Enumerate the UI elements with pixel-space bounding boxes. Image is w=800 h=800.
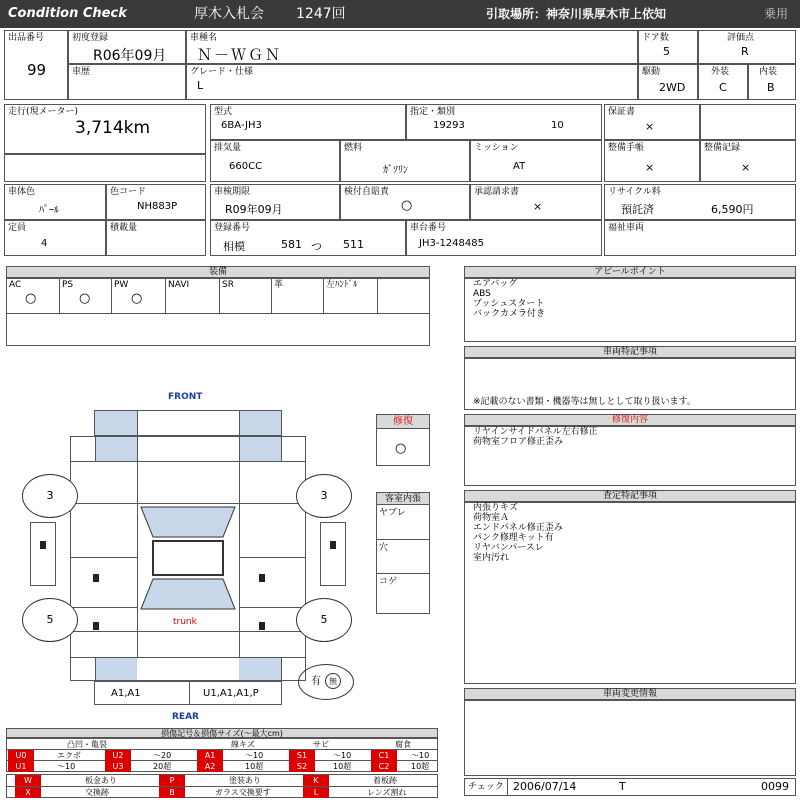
equip-pw-value: ○ <box>131 291 143 306</box>
legend-desc: 10超 <box>245 762 264 771</box>
first-reg-cell <box>68 30 186 64</box>
category-number: 10 <box>551 120 564 131</box>
repair-title: 修復 <box>377 415 429 429</box>
legend-code: A2 <box>197 761 223 772</box>
welfare-label: 福祉車両 <box>608 223 645 233</box>
inspection-note-line: 荷物室Ａ <box>473 513 510 523</box>
designation-value: 19293 <box>433 120 465 131</box>
repair-box <box>376 414 430 466</box>
first-reg-label: 初度登録 <box>72 33 109 43</box>
legend-desc: 交換跡 <box>85 788 109 797</box>
legend-desc: エクボ <box>57 751 81 760</box>
equip-lhd-label: 左ﾊﾝﾄﾞﾙ <box>326 280 358 290</box>
legend-code: U3 <box>105 761 131 772</box>
car-name-value: Ｎ－ＷＧＮ <box>197 46 283 64</box>
appeal-line: バックカメラ付き <box>473 309 546 319</box>
legend-desc: ～10 <box>411 751 430 760</box>
capacity-cell <box>4 220 106 256</box>
legend-code: S1 <box>289 750 315 761</box>
manual-label: 整備手帳 <box>608 143 645 153</box>
load-cell <box>106 220 206 256</box>
model-label: 型式 <box>214 107 233 117</box>
equip-ps-value: ○ <box>79 291 91 306</box>
mileage-cell <box>4 104 206 154</box>
record-label: 整備記録 <box>704 143 741 153</box>
left-mirror-box <box>30 522 56 586</box>
legend-code: S2 <box>289 761 315 772</box>
record-cell <box>700 140 796 182</box>
mileage-label: 走行(現メーター) <box>8 107 79 117</box>
insurance-value: ○ <box>401 198 413 213</box>
mission-cell <box>470 140 602 182</box>
displacement-value: 660CC <box>229 161 263 172</box>
legend-group-scratch: 線キズ <box>231 740 255 749</box>
front-label: FRONT <box>168 392 203 402</box>
right-mirror-box <box>320 522 346 586</box>
recycle-cell <box>604 184 796 220</box>
legend-repair-grid <box>6 774 438 798</box>
car-name-cell <box>186 30 638 64</box>
check-number: 0099 <box>761 780 789 793</box>
spare-label: 有 <box>311 676 321 687</box>
inspection-cell <box>210 184 340 220</box>
color-label: 車体色 <box>8 187 36 197</box>
approval-label: 承認請求書 <box>474 187 520 197</box>
displacement-cell <box>210 140 340 182</box>
doors-value: 5 <box>663 45 670 58</box>
grade-value: L <box>197 79 204 92</box>
model-value: 6BA-JH3 <box>221 120 262 131</box>
damage-mark <box>330 541 336 549</box>
tire-rear-right: 5 <box>296 598 352 642</box>
plate-label: 登録番号 <box>214 223 251 233</box>
car-body <box>70 436 306 681</box>
equip-ac-label: AC <box>9 280 22 290</box>
repair-detail-title: 修復内容 <box>464 414 796 426</box>
cabin-tear: ヤブレ <box>379 508 406 518</box>
drive-value: 2WD <box>659 81 686 94</box>
record-value: × <box>741 161 751 174</box>
trunk-label: trunk <box>173 617 197 627</box>
score-value: R <box>741 45 749 58</box>
legend-desc: 20超 <box>153 762 172 771</box>
cabin-burn: コゲ <box>379 577 398 587</box>
warranty-cell <box>604 104 700 140</box>
grade-label: グレード・仕様 <box>190 67 254 77</box>
legend-code: L <box>303 787 329 798</box>
equipment-grid <box>6 278 430 346</box>
car-name-label: 車種名 <box>190 33 218 43</box>
legend-desc: 板金あり <box>85 776 117 785</box>
check-label: チェック <box>468 782 504 792</box>
rear-bumper <box>94 681 282 705</box>
header-bar <box>0 0 800 28</box>
equip-leather-label: 革 <box>274 280 284 290</box>
legend-desc: ～10 <box>245 751 264 760</box>
plate-cell <box>210 220 406 256</box>
roof-glass <box>137 503 239 631</box>
legend-group-corrosion: 腐食 <box>395 740 411 749</box>
designation-label: 指定・類別 <box>410 107 456 117</box>
legend-code: A1 <box>197 750 223 761</box>
plate-area: 相模 <box>223 240 245 253</box>
damage-mark <box>40 541 46 549</box>
exterior-cell <box>698 64 748 100</box>
special-panel <box>464 358 796 410</box>
doors-label: ドア数 <box>642 33 669 43</box>
cabin-box <box>376 492 430 614</box>
appeal-title: アピールポイント <box>464 266 796 278</box>
check-row <box>464 778 796 796</box>
inspection-note-line: 室内汚れ <box>473 553 510 563</box>
repair-detail-line: リヤインサイドパネル左右修正 <box>473 427 598 437</box>
first-reg-value: R06年09月 <box>93 48 167 64</box>
inspection-note-line: エンドパネル修正歪み <box>473 523 563 533</box>
special-note: ※記載のない書類・機器等は無しとして取り扱います。 <box>473 397 696 407</box>
inspection-value: R09年09月 <box>225 203 283 216</box>
color-code-label: 色コード <box>110 187 147 197</box>
interior-label: 内装 <box>759 67 778 77</box>
tire-rear-left: 5 <box>22 598 78 642</box>
legend-code: B <box>159 787 185 798</box>
repair-detail-line: 荷物室フロア修正歪み <box>473 437 564 447</box>
insurance-label: 検付自賠責 <box>344 187 390 197</box>
appeal-line: プッシュスタート <box>473 299 545 309</box>
legend-desc: ～20 <box>153 751 172 760</box>
damage-mark <box>259 622 265 630</box>
inspection-note-line: リヤバンパースレ <box>473 543 544 553</box>
approval-value: × <box>533 200 543 213</box>
interior-value: B <box>767 81 775 94</box>
front-bumper <box>94 410 282 436</box>
appeal-panel <box>464 278 796 342</box>
history-label: 車歴 <box>72 67 91 77</box>
score-cell <box>698 30 796 64</box>
manual-cell <box>604 140 700 182</box>
legend-desc: 塗装あり <box>229 776 261 785</box>
spare-none-mark: 無 <box>325 673 341 689</box>
welfare-cell <box>604 220 796 256</box>
equip-ac-value: ○ <box>25 291 37 306</box>
legend-group-rust: サビ <box>313 740 329 749</box>
legend-code: U2 <box>105 750 131 761</box>
color-cell <box>4 184 106 220</box>
inspection-label: 車検期限 <box>214 187 251 197</box>
cabin-hole: 穴 <box>379 543 389 553</box>
repair-value: ○ <box>395 441 407 456</box>
fuel-cell <box>340 140 470 182</box>
legend-desc: ～10 <box>333 751 352 760</box>
inspection-notes-panel <box>464 502 796 684</box>
rear-left-code: A1,A1 <box>111 688 141 699</box>
mileage-value: 3,714km <box>75 118 151 138</box>
legend-desc: レンズ割れ <box>367 788 407 797</box>
color-code-cell <box>106 184 206 220</box>
equipment-title: 装備 <box>6 266 430 278</box>
chassis-cell <box>406 220 602 256</box>
legend-code: C2 <box>371 761 397 772</box>
legend-code: U1 <box>8 761 34 772</box>
check-date: 2006/07/14 <box>513 780 577 793</box>
equip-ps-label: PS <box>62 280 74 290</box>
color-value: ﾊﾟｰﾙ <box>39 205 59 216</box>
mission-label: ミッション <box>474 143 519 153</box>
approval-cell <box>470 184 602 220</box>
warranty-label: 保証書 <box>608 107 636 117</box>
legend-desc: ガラス交換要す <box>215 788 271 797</box>
legend-damage-grid <box>6 738 438 772</box>
insurance-cell <box>340 184 470 220</box>
displacement-label: 排気量 <box>214 143 242 153</box>
equip-pw-label: PW <box>114 280 129 290</box>
auction-number: 1247回 <box>296 6 346 22</box>
plate-kana: つ <box>311 240 322 253</box>
legend-group-dent: 凸凹・亀裂 <box>67 740 107 749</box>
legend-code: K <box>303 775 329 786</box>
damage-mark <box>259 574 265 582</box>
score-label: 評価点 <box>727 33 755 43</box>
legend-code: P <box>159 775 185 786</box>
brand-title: Condition Check <box>8 6 127 21</box>
fuel-label: 燃料 <box>344 143 363 153</box>
damage-mark <box>93 622 99 630</box>
tire-front-left: 3 <box>22 474 78 518</box>
inspection-note-line: パンク修理キット有 <box>473 533 554 543</box>
chassis-value: JH3-1248485 <box>419 238 484 249</box>
auction-name: 厚木入札会 <box>194 6 264 22</box>
doors-cell <box>638 30 698 64</box>
change-info-panel <box>464 700 796 776</box>
drive-label: 駆動 <box>642 67 661 77</box>
fuel-value: ｶﾞｿﾘﾝ <box>383 165 408 176</box>
damage-mark <box>93 574 99 582</box>
capacity-value: 4 <box>41 238 48 249</box>
manual-value: × <box>645 161 655 174</box>
appeal-line: エアバッグ <box>473 279 518 289</box>
capacity-label: 定員 <box>8 223 27 233</box>
plate-class: 581 <box>281 238 302 251</box>
equip-navi-label: NAVI <box>168 280 190 290</box>
inspection-note-line: 内張りキズ <box>473 503 518 513</box>
lot-label: 出品番号 <box>8 33 45 43</box>
cabin-title: 客室内張 <box>377 493 429 505</box>
history-cell <box>68 64 186 100</box>
plate-number: 511 <box>343 238 364 251</box>
vehicle-category: 乗用 <box>764 7 789 21</box>
repair-detail-panel <box>464 426 796 486</box>
legend-desc: 着板跡 <box>373 776 397 785</box>
legend-desc: 10超 <box>411 762 430 771</box>
check-mark: T <box>619 780 626 793</box>
designation-cell <box>406 104 602 140</box>
mileage-extra-cell <box>4 154 206 182</box>
equip-sr-label: SR <box>222 280 234 290</box>
chassis-label: 車台番号 <box>410 223 447 233</box>
legend-code: C1 <box>371 750 397 761</box>
spare-tire <box>298 664 354 700</box>
change-info-title: 車両変更情報 <box>464 688 796 700</box>
recycle-fee: 6,590円 <box>711 203 754 216</box>
legend-desc: 10超 <box>333 762 352 771</box>
legend-code: W <box>15 775 41 786</box>
appeal-line: ABS <box>473 289 491 299</box>
color-code-value: NH883P <box>137 201 178 212</box>
drive-cell <box>638 64 698 100</box>
warranty-value: × <box>645 120 655 133</box>
grade-cell <box>186 64 638 100</box>
inspection-notes-title: 査定特記事項 <box>464 490 796 502</box>
legend-code: X <box>15 787 41 798</box>
interior-cell <box>748 64 796 100</box>
legend-title: 損傷記号＆損傷サイズ(～最大cm) <box>6 728 438 738</box>
lot-number: 99 <box>27 61 47 79</box>
recycle-label: リサイクル料 <box>608 187 661 197</box>
lot-cell <box>4 30 68 100</box>
load-label: 積載量 <box>110 223 138 233</box>
rear-label: REAR <box>172 712 199 722</box>
warranty-extra-cell <box>700 104 796 140</box>
exterior-label: 外装 <box>711 67 730 77</box>
recycle-status: 預託済 <box>621 203 654 216</box>
mission-value: AT <box>513 161 526 172</box>
legend-desc: ～10 <box>57 762 76 771</box>
tire-front-right: 3 <box>296 474 352 518</box>
exterior-value: C <box>719 81 727 94</box>
pickup-location: 引取場所：神奈川県厚木市上依知 <box>486 7 667 21</box>
rear-right-code: U1,A1,A1,P <box>203 688 259 699</box>
legend-code: U0 <box>8 750 34 761</box>
special-title: 車両特記事項 <box>464 346 796 358</box>
model-cell <box>210 104 406 140</box>
